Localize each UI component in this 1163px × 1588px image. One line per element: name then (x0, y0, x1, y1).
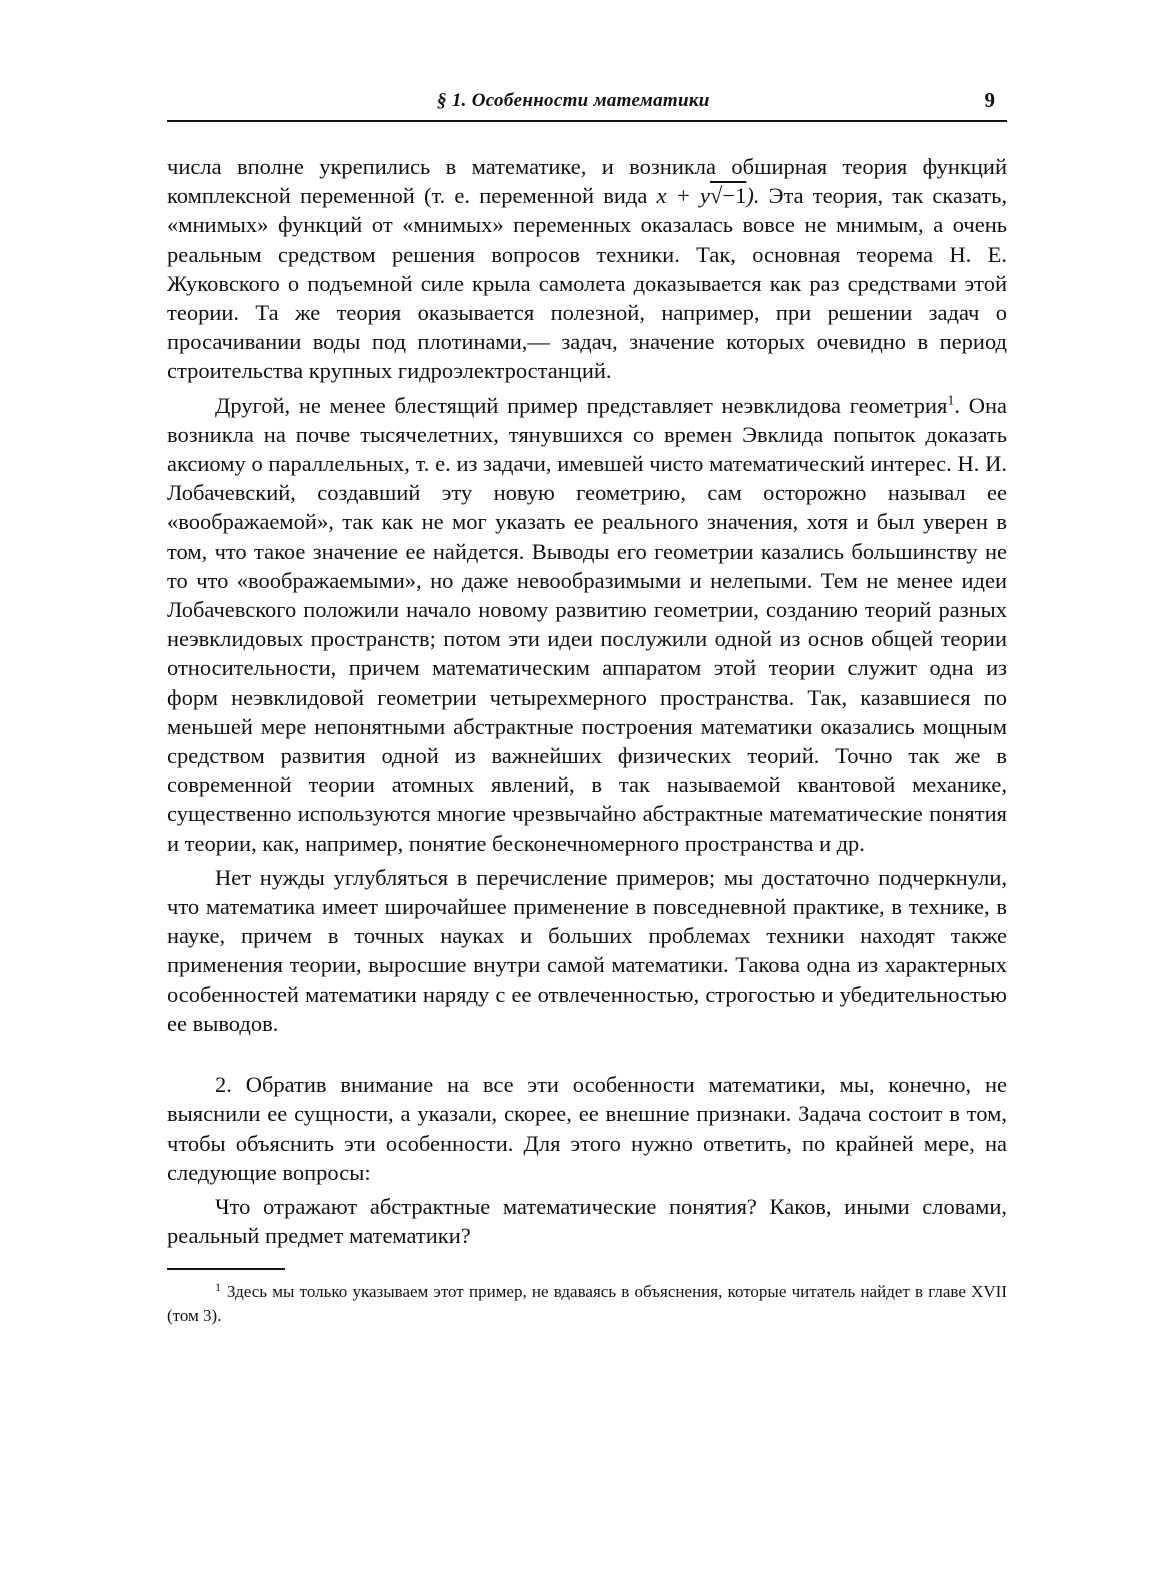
page-number: 9 (984, 88, 995, 112)
body-text (167, 152, 1007, 1250)
book-page (167, 86, 1007, 1328)
paragraph-text: Эта теория, так сказать, «мнимых» функций от «мнимых» переменных оказалась вовсе не мнимым, а очень реальным средством решения вопросов техники. Так, основная теорема Н. Е. Жуковского о подъемной силе крыла самолета доказывается как раз средствами этой теории. Та же теория оказывается полезной, например, при решении задач о просачивании воды под плотинами,— задач, значение которых очевидно в период строительства крупных гидроэлектростанций. (167, 183, 1008, 384)
complex-variable-formula (657, 183, 760, 208)
running-head (167, 86, 1007, 122)
footnote-divider (167, 1268, 285, 1270)
footnote-reference: 1 (947, 393, 955, 409)
running-title: § 1. Особенности математики (437, 90, 710, 111)
formula-close: ). (746, 183, 760, 209)
paragraph-text: Другой, не менее блестящий пример представляет неэвклидова геометрия (215, 392, 948, 418)
paragraph-applications: Нет нужды углубляться в перечисление примеров; мы достаточно подчеркнули, что математика имеет широчайшее применение в повседневной практике, в технике, в науке, причем в точных науках и больших проблемах техники находят также применения теории, выросшие внутри самой математики. Такова одна из характерных особенностей математики наряду с ее отвлеченностью, строгостью и убедительностью ее выводов. (167, 864, 1007, 1036)
paragraph-complex-functions (167, 152, 1007, 386)
paragraph-section-2: 2. Обратив внимание на все эти особенности математики, мы, конечно, не выяснили ее сущности, а указали, скорее, ее внешние признаки. Задача состоит в том, чтобы объяснить эти особенности. Для этого нужно ответить, по крайней мере, на следующие вопросы: (167, 1072, 1007, 1185)
formula-y: y (700, 183, 711, 209)
paragraph-text: . Она возникла на почве тысячелетних, тянувшихся со времен Эвклида попыток доказать аксиому о параллельных, т. е. из задачи, имевшей чисто математический интерес. Н. И. Лобачевский, создавший эту новую геометрию, сам осторожно называл ее «воображаемой», так как не мог указать ее реального значения, хотя и был уверен в том, что такое значение ее найдется. Выводы его геометрии казались большинству не то что «воображаемыми», но даже невообразимыми и нелепыми. Тем не менее идеи Лобачевского положили начало новому развитию геометрии, созданию теорий разных неэвклидовых пространств; потом эти идеи послужили одной из основ общей теории относительности, причем математическим аппаратом этой теории служит одна из форм неэвклидовой геометрии четырехмерного пространства. Так, казавшиеся по меньшей мере непонятными абстрактные построения математики оказались мощным средством развития одной из важнейших физических теорий. Точно так же в современной теории атомных явлений, в так называемой квантовой механике, существенно используются многие чрезвычайно абстрактные математические понятия и теории, как, например, понятие бесконечномерного пространства и др. (167, 392, 1007, 856)
footnote-mark: 1 (215, 1279, 221, 1294)
formula-x: x (656, 183, 667, 209)
formula-plus: + (666, 183, 701, 209)
formula-square-root: √−1 (710, 183, 747, 209)
paragraph-non-euclidean-geometry (167, 391, 1007, 858)
footnote (167, 1280, 1007, 1328)
paragraph-text: числа вполне укрепились в математике, и возникла обширная теория функций комплексной переменной (т. е. переменной вида (167, 154, 1007, 209)
paragraph-questions: Что отражают абстрактные математические понятия? Каков, иными словами, реальный предмет математики? (167, 1193, 1007, 1249)
footnote-text: Здесь мы только указываем этот пример, не вдаваясь в объяснения, которые читатель найдет в главе XVII (том 3). (167, 1282, 1007, 1326)
